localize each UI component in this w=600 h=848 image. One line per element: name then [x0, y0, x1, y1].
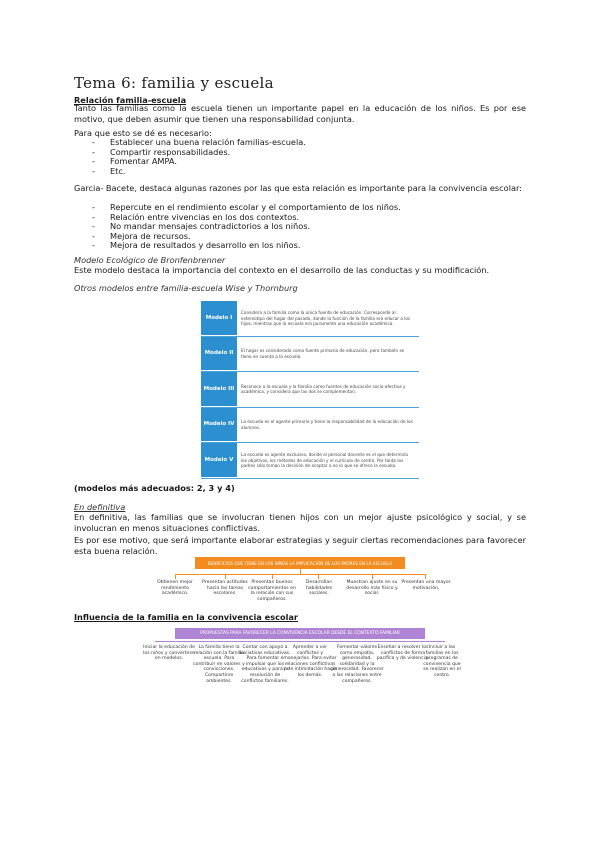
paragraph-estrategias: Es por ese motivo, que será importante elaborar estrategias y seguir ciertas recomendaciones para favorecer esta buena relación. — [74, 535, 526, 556]
proposal-item: Iniciar la educación de los niños y convertirse en modelos. — [143, 645, 195, 662]
proposal-item: Contar con apoyo a iniciativas educativas. Para fomentar e impulsar que los educativos y para la resolución de conflictos familiares. — [239, 645, 291, 684]
model-description: El hogar es considerado como fuente primaria de educación, pero también se tiene en cuenta a la escuela. — [241, 348, 405, 359]
model-description: Considera a la familia como la única fuente de educación. Corresponde al estereotipo del hogar del pasado, donde la función de la familia era educar a los hijos, mientras que la escuela era puramente una educación académica. — [241, 310, 411, 326]
model-label: Modelo III — [201, 372, 237, 407]
model-row — [201, 443, 419, 479]
proposals-diagram-header: PROPUESTAS PARA FAVORECER LA CONVIVENCIA ESCOLAR DESDE EL CONTEXTO FAMILIAR — [175, 628, 425, 639]
proposal-item: Enseñar a resolver los conflictos de forma pacífica y de violencia. — [376, 645, 430, 662]
model-description: Reconoce a la escuela y la familia como fuentes de educación socio-afectiva y académica, y considera que las dos se complementan. — [241, 383, 406, 395]
benefit-item: Desarrollan habilidades sociales. — [305, 580, 333, 597]
connector-line — [175, 574, 176, 579]
list-necesario — [92, 138, 306, 176]
benefit-item: Muestran ajuste en su desarrollo más físico y social. — [346, 580, 398, 597]
list-item: - No mandar mensajes contradictorios a los niños. — [92, 222, 401, 232]
model-label: Modelo IV — [201, 408, 237, 443]
paragraph-definitiva: En definitiva, las familias que se involucran tienen hijos con un mejor ajuste psicológico y social, y se involucran en menos situaciones conflictivas. — [74, 512, 526, 533]
models-table — [201, 301, 419, 479]
model-row — [201, 337, 419, 373]
proposal-item: Aprender a ver conflictos y manejarlos. Para evitar relaciones conflictivas y de intimidación hacia los demás. — [283, 645, 337, 678]
model-description: La escuela es el agente primario y tiene la responsabilidad de la educación de los alumnos. — [241, 419, 413, 430]
model-label: Modelo I — [201, 301, 237, 336]
list-item: - Etc. — [92, 167, 306, 177]
connector-line — [372, 574, 373, 579]
model-description: La escuela es agente exclusivo, donde el personal docente es el que determina los objetivos, los métodos de educación y el currículo de centro. Por tanto los padres sólo toman la decisión de aceptar o no lo que se ofrece la escuela. — [241, 452, 408, 468]
connector-line — [425, 574, 426, 579]
proposal-item: La familia tiene la relación con la familia escuela. Para contribuir en valores y convicciones. Compartirse ambientes. — [193, 645, 245, 684]
model-row — [201, 301, 419, 337]
list-item: - Mejora de resultados y desarrollo en los niños. — [92, 241, 401, 251]
model-row — [201, 408, 419, 444]
paragraph-necesario: Para que esto se dé es necesario: — [74, 128, 212, 138]
paragraph-bronfenbrenner: Este modelo destaca la importancia del contexto en el desarrollo de las conductas y su modificación. — [74, 265, 490, 275]
page-title: Tema 6: familia y escuela — [74, 74, 274, 92]
paragraph-relacion: Tanto las familias como la escuela tienen un importante papel en la educación de los niños. Es por ese motivo, que deben asumir que tienen una responsabilidad conjunta. — [74, 103, 526, 124]
list-item: - Establecer una buena relación familias-escuela. — [92, 138, 306, 148]
connector-line — [318, 574, 319, 579]
section-heading-influencia: Influencia de la familia en la convivencia escolar — [74, 612, 298, 622]
list-item: - Repercute en el rendimiento escolar y el comportamiento de los niños. — [92, 203, 401, 213]
list-item: - Fomentar AMPA. — [92, 157, 306, 167]
model-row — [201, 372, 419, 408]
paragraph-garcia: Garcia- Bacete, destaca algunas razones por las que esta relación es importante para la convivencia escolar: — [74, 183, 522, 193]
connector-line — [272, 574, 273, 579]
connector-line — [175, 574, 425, 575]
section-heading-otros-modelos: Otros modelos entre familia-escuela Wise y Thornburg — [74, 283, 298, 293]
models-note: (modelos más adecuados: 2, 3 y 4) — [74, 483, 235, 493]
benefits-diagram-header: BENEFICIOS QUE TIENE EN LOS NIÑOS LA IMPLICACIÓN DE LOS PADRES EN LA ESCUELA — [195, 557, 405, 569]
benefit-item: Presentan actitudes hacia las tareas escolares. — [202, 580, 248, 597]
connector-line — [155, 641, 445, 642]
connector-line — [225, 574, 226, 579]
model-label: Modelo V — [201, 443, 237, 478]
section-heading-relacion: Relación familia-escuela — [74, 95, 187, 105]
proposal-item: Incluir a las familias en los programas de convivencia que se realizan en el centro. — [423, 645, 461, 678]
section-heading-bronfenbrenner: Modelo Ecológico de Bronfenbrenner — [74, 255, 226, 265]
model-label: Modelo II — [201, 337, 237, 372]
list-garcia — [92, 203, 401, 251]
benefit-item: Presentan buenos comportamientos en la relación con sus compañeros. — [248, 580, 296, 602]
benefit-item: Presentan una mayor motivación. — [401, 580, 451, 591]
list-item: - Relación entre vivencias en los dos contextos. — [92, 213, 401, 223]
proposal-item: Fomentar valores como empatía, generosidad, solidaridad y la generosidad. Favorecer a las relaciones entre compañeros. — [330, 645, 384, 684]
benefit-item: Obtienen mejor rendimiento académico. — [157, 580, 193, 597]
list-item: - Mejora de recursos. — [92, 232, 401, 242]
section-heading-definitiva: En definitiva — [74, 502, 126, 512]
list-item: - Compartir responsabilidades. — [92, 148, 306, 158]
